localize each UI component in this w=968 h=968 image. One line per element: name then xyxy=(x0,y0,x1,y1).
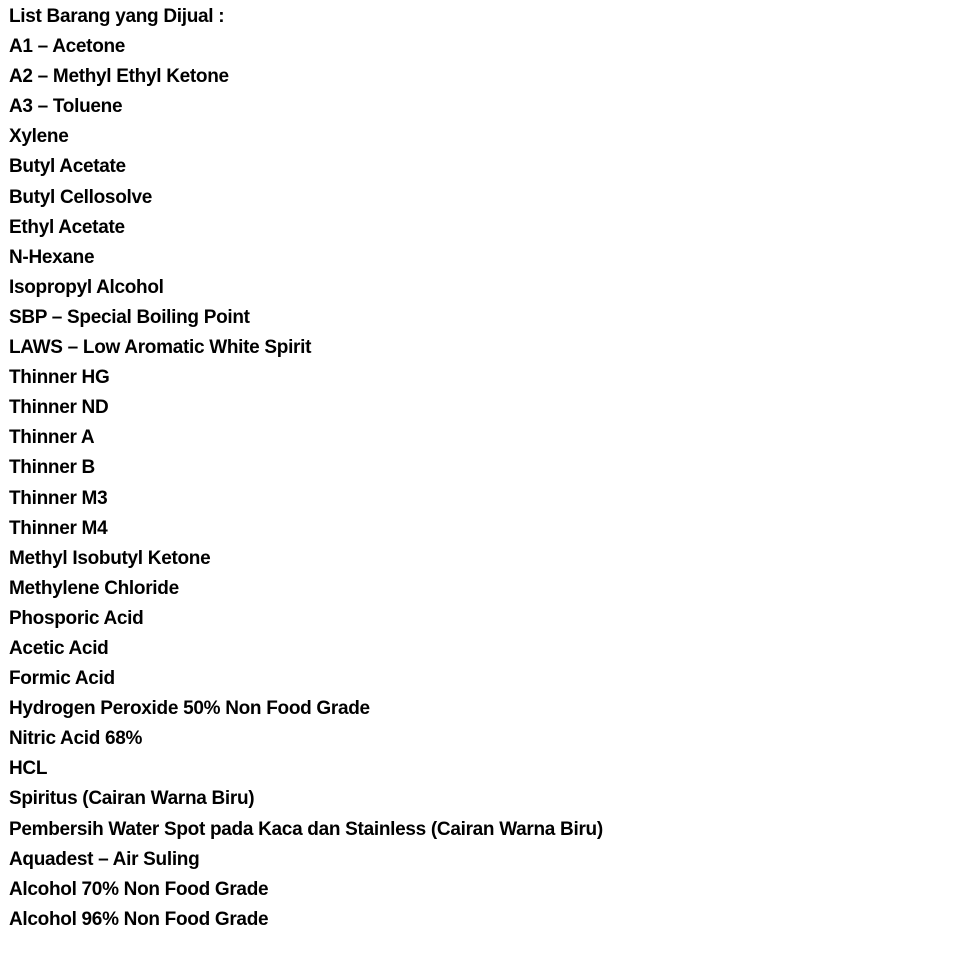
list-item: SBP – Special Boiling Point xyxy=(9,306,250,328)
list-item: Methyl Isobutyl Ketone xyxy=(9,547,211,569)
list-item: Xylene xyxy=(9,126,69,148)
list-item: HCL xyxy=(9,758,48,780)
list-item: Ethyl Acetate xyxy=(9,216,125,238)
list-item: Alcohol 96% Non Food Grade xyxy=(9,908,269,930)
list-item: Butyl Cellosolve xyxy=(9,186,153,208)
list-item: A1 – Acetone xyxy=(9,36,126,58)
list-item: LAWS – Low Aromatic White Spirit xyxy=(9,337,312,359)
list-title: List Barang yang Dijual : xyxy=(9,6,225,27)
list-item: Hydrogen Peroxide 50% Non Food Grade xyxy=(9,698,370,720)
list-item: A3 – Toluene xyxy=(9,96,123,118)
list-item: Methylene Chloride xyxy=(9,577,179,599)
list-item: Formic Acid xyxy=(9,668,115,690)
list-item: Spiritus (Cairan Warna Biru) xyxy=(9,788,255,810)
list-item: A2 – Methyl Ethyl Ketone xyxy=(9,66,229,88)
list-item: Thinner M3 xyxy=(9,487,108,509)
list-item: Thinner HG xyxy=(9,367,110,389)
list-item: Acetic Acid xyxy=(9,637,109,659)
list-item: Thinner B xyxy=(9,457,95,479)
list-item: Thinner ND xyxy=(9,397,109,419)
list-item: Alcohol 70% Non Food Grade xyxy=(9,878,269,900)
list-item: N-Hexane xyxy=(9,246,95,268)
list-item: Isopropyl Alcohol xyxy=(9,276,164,298)
list-item: Thinner A xyxy=(9,427,95,449)
list-item: Phosporic Acid xyxy=(9,607,144,629)
product-items xyxy=(9,32,958,935)
list-item: Pembersih Water Spot pada Kaca dan Stainless (Cairan Warna Biru) xyxy=(9,818,603,840)
list-item: Butyl Acetate xyxy=(9,156,126,178)
list-item: Thinner M4 xyxy=(9,517,108,539)
list-item: Nitric Acid 68% xyxy=(9,728,143,750)
list-item: Aquadest – Air Suling xyxy=(9,848,200,870)
